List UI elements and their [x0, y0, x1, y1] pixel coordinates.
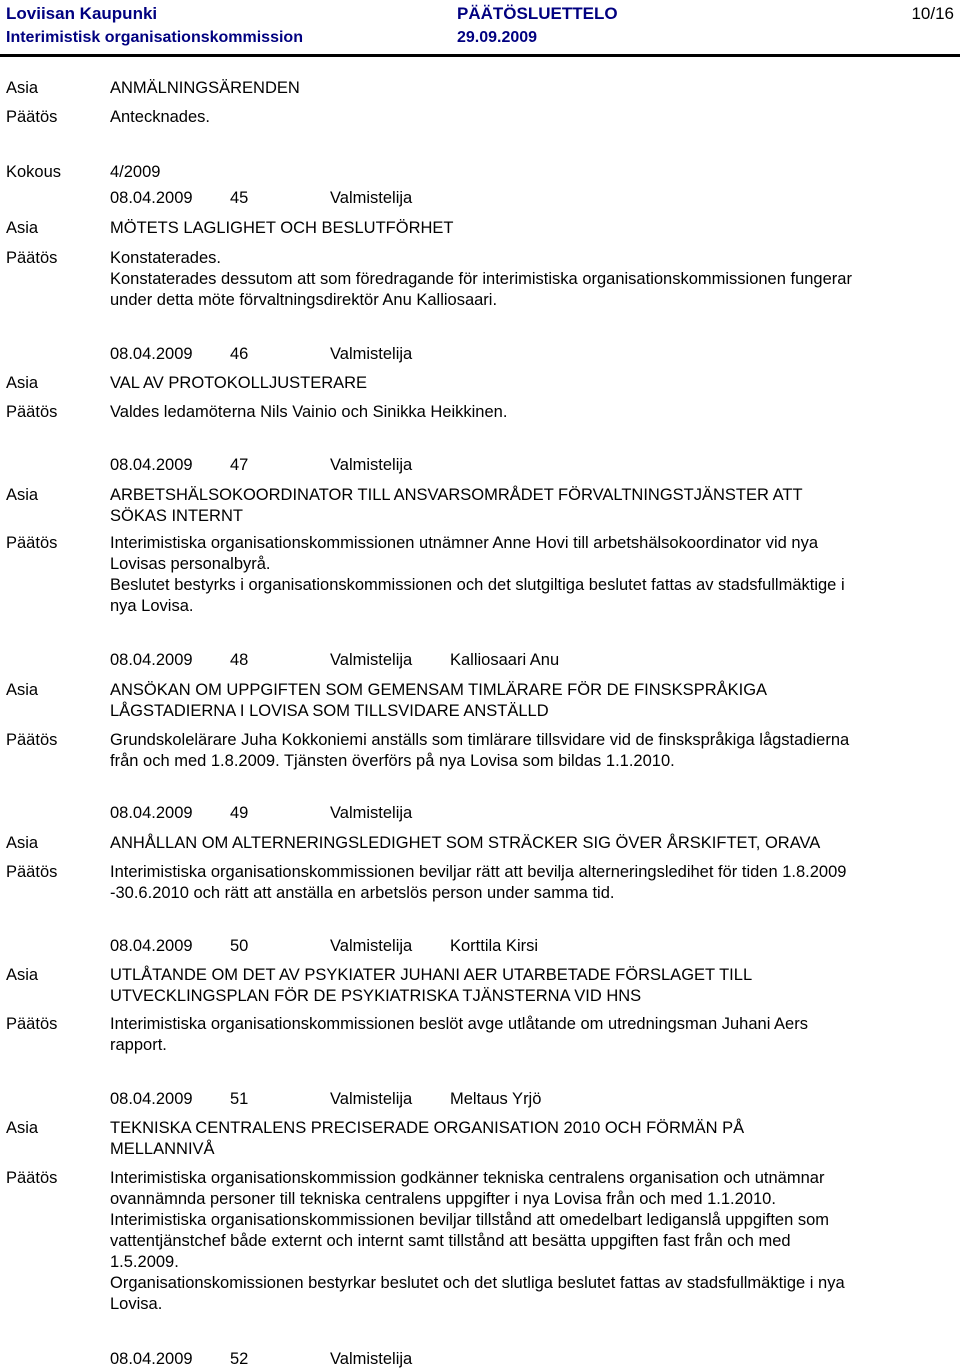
item-num: 45 [230, 189, 249, 207]
text-line: från och med 1.8.2009. Tjänsten överförs på nya Lovisa som bildas 1.1.2010. [110, 752, 675, 770]
item-num: 51 [230, 1090, 249, 1108]
text-line: Konstaterades. [110, 249, 221, 267]
item-asia-text [110, 833, 950, 854]
text-line: Konstaterades dessutom att som föredragande för interimistiska organisationskommissionen fungerar [110, 270, 852, 288]
text-line: nya Lovisa. [110, 597, 194, 615]
document-title: PÄÄTÖSLUETTELO [457, 4, 618, 23]
page-number: 10/16 [911, 4, 954, 23]
text-line: Interimistiska organisationskommissionen beviljar tillstånd att omedelbart lediganslå uppgiften som [110, 1211, 830, 1229]
text-line: ANSÖKAN OM UPPGIFTEN SOM GEMENSAM TIMLÄRARE FÖR DE FINSKSPRÅKIGA [110, 681, 768, 699]
text-line: MÖTETS LAGLIGHET OCH BESLUTFÖRHET [110, 219, 454, 237]
item-num: 46 [230, 345, 249, 363]
text-line: Interimistiska organisationskommissionen beslöt avge utlåtande om utredningsman Juhani Aers [110, 1015, 808, 1033]
item-person: Kalliosaari Anu [450, 651, 560, 669]
paatos-label: Päätös [6, 1169, 58, 1187]
item-num: 50 [230, 937, 249, 955]
item-paatos-text [110, 402, 950, 423]
item-paatos-text [110, 1014, 950, 1056]
text-line: LÅGSTADIERNA I LOVISA SOM TILLSVIDARE ANSTÄLLD [110, 702, 549, 720]
paatos-label: Päätös [6, 534, 58, 552]
item-role: Valmistelija [330, 651, 413, 669]
intro-asia: ANMÄLNINGSÄRENDEN [110, 79, 300, 97]
item-role: Valmistelija [330, 189, 413, 207]
item-date: 08.04.2009 [110, 1090, 193, 1108]
text-line: Interimistiska organisationskommissionen beviljar rätt att bevilja alterneringsledihet för tiden 1.8.2009 [110, 863, 847, 881]
text-line: UTLÅTANDE OM DET AV PSYKIATER JUHANI AER UTARBETADE FÖRSLAGET TILL [110, 966, 753, 984]
asia-label: Asia [6, 1119, 39, 1137]
asia-label: Asia [6, 374, 39, 392]
paatos-label: Päätös [6, 731, 58, 749]
item-role: Valmistelija [330, 1350, 413, 1368]
item-paatos-text [110, 862, 950, 904]
asia-label: Asia [6, 486, 39, 504]
committee-name: Interimistisk organisationskommission [6, 29, 303, 46]
text-line: under detta möte förvaltningsdirektör Anu Kalliosaari. [110, 291, 498, 309]
item-asia-text [110, 965, 950, 1007]
item-date: 08.04.2009 [110, 456, 193, 474]
asia-label: Asia [6, 966, 39, 984]
item-role: Valmistelija [330, 804, 413, 822]
item-date: 08.04.2009 [110, 345, 193, 363]
item-asia-text [110, 680, 950, 722]
item-num: 47 [230, 456, 249, 474]
asia-label: Asia [6, 681, 39, 699]
organization-name: Loviisan Kaupunki [6, 4, 158, 23]
item-date: 08.04.2009 [110, 189, 193, 207]
text-line: TEKNISKA CENTRALENS PRECISERADE ORGANISATION 2010 OCH FÖRMÄN PÅ [110, 1119, 745, 1137]
text-line: Interimistiska organisationskommissionen utnämner Anne Hovi till arbetshälsokoordinator vid nya [110, 534, 819, 552]
paatos-label: Päätös [6, 403, 58, 421]
item-asia-text [110, 373, 950, 394]
item-asia-text [110, 1118, 950, 1160]
item-person: Meltaus Yrjö [450, 1090, 542, 1108]
paatos-label: Päätös [6, 249, 58, 267]
item-asia-text [110, 485, 950, 527]
item-paatos-text [110, 1168, 950, 1315]
item-date: 08.04.2009 [110, 804, 193, 822]
kokous-number: 4/2009 [110, 163, 161, 181]
paatos-label: Päätös [6, 1015, 58, 1033]
text-line: Lovisas personalbyrå. [110, 555, 271, 573]
item-role: Valmistelija [330, 345, 413, 363]
text-line: -30.6.2010 och rätt att anställa en arbetslös person under samma tid. [110, 884, 615, 902]
document-date: 29.09.2009 [457, 29, 538, 46]
item-paatos-text [110, 533, 950, 617]
text-line: ANHÅLLAN OM ALTERNERINGSLEDIGHET SOM STRÄCKER SIG ÖVER ÅRSKIFTET, ORAVA [110, 834, 821, 852]
text-line: Grundskolelärare Juha Kokkoniemi anställs som timlärare tillsvidare vid de finskspråkiga lågstadierna [110, 731, 850, 749]
text-line: VAL AV PROTOKOLLJUSTERARE [110, 374, 368, 392]
asia-label: Asia [6, 834, 39, 852]
text-line: Interimistiska organisationskommission godkänner tekniska centralens organisation och utnämnar [110, 1169, 825, 1187]
text-line: ARBETSHÄLSOKOORDINATOR TILL ANSVARSOMRÅDET FÖRVALTNINGSTJÄNSTER ATT [110, 486, 803, 504]
text-line: ovannämnda personer till tekniska centralens uppgifter i nya Lovisa från och med 1.1.2010. [110, 1190, 776, 1208]
text-line: Lovisa. [110, 1295, 163, 1313]
text-line: rapport. [110, 1036, 167, 1054]
text-line: vattentjänstchef både externt och internt samt tillstånd att besätta uppgiften fast från och med [110, 1232, 791, 1250]
item-date: 08.04.2009 [110, 651, 193, 669]
item-role: Valmistelija [330, 937, 413, 955]
item-num: 48 [230, 651, 249, 669]
asia-label: Asia [6, 79, 39, 97]
text-line: Organisationskomissionen bestyrkar beslutet och det slutliga beslutet fattas av stadsfullmäktige i nya [110, 1274, 845, 1292]
text-line: UTVECKLINGSPLAN FÖR DE PSYKIATRISKA TJÄNSTERNA VID HNS [110, 987, 642, 1005]
item-role: Valmistelija [330, 456, 413, 474]
item-asia-text [110, 218, 950, 239]
header-divider [0, 54, 960, 57]
item-paatos-text [110, 248, 950, 311]
item-date: 08.04.2009 [110, 1350, 193, 1368]
text-line: 1.5.2009. [110, 1253, 179, 1271]
text-line: SÖKAS INTERNT [110, 507, 243, 525]
item-date: 08.04.2009 [110, 937, 193, 955]
kokous-label: Kokous [6, 163, 62, 181]
paatos-label: Päätös [6, 108, 58, 126]
item-person: Korttila Kirsi [450, 937, 539, 955]
page-header [6, 0, 954, 54]
text-line: Valdes ledamöterna Nils Vainio och Sinikka Heikkinen. [110, 403, 508, 421]
text-line: MELLANNIVÅ [110, 1140, 215, 1158]
item-role: Valmistelija [330, 1090, 413, 1108]
asia-label: Asia [6, 219, 39, 237]
paatos-label: Päätös [6, 863, 58, 881]
item-num: 49 [230, 804, 249, 822]
item-num: 52 [230, 1350, 249, 1368]
text-line: Beslutet bestyrks i organisationskommissionen och det slutgiltiga beslutet fattas av stadsfullmäktige i [110, 576, 845, 594]
intro-paatos: Antecknades. [110, 108, 210, 126]
item-paatos-text [110, 730, 950, 772]
